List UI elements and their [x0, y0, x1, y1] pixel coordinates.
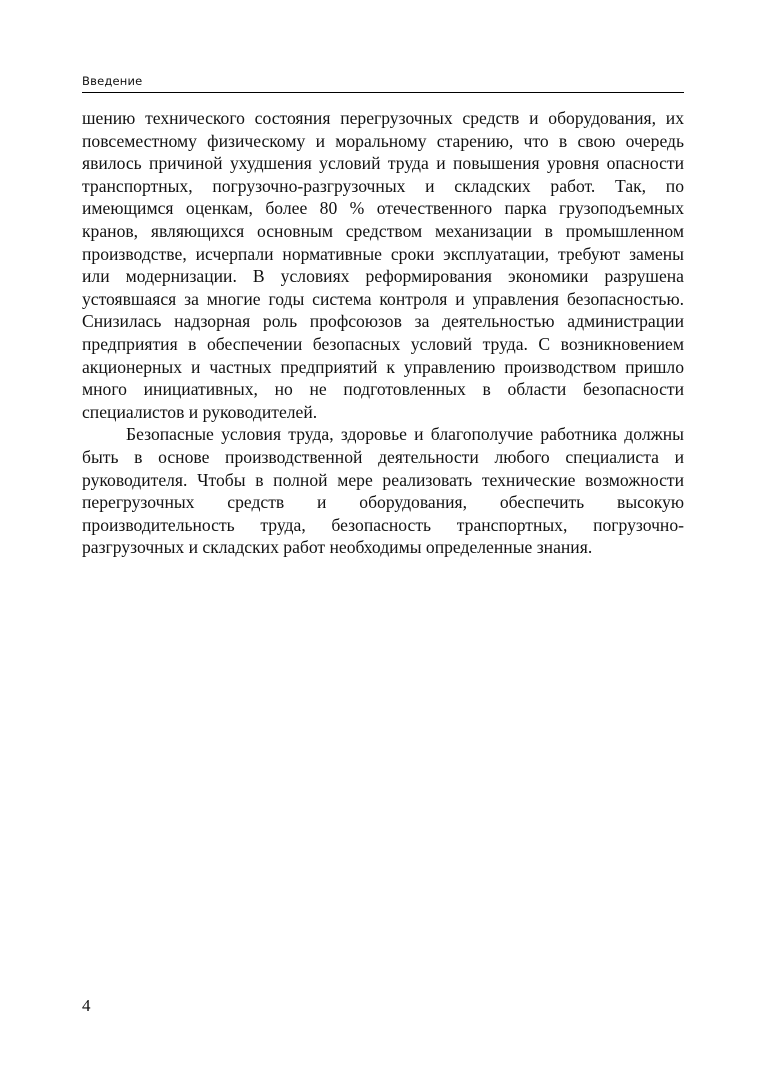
- paragraph-continued: шению технического состояния перегрузочных средств и оборудования, их повсеместному физическому и моральному старению, что в свою очередь явилось причиной ухудшения условий труда и повышения уровня опасности транспортных, погрузочно-разгрузочных и складских работ. Так, по имеющимся оценкам, более 80 % отечественного парка грузоподъемных кранов, являющихся основным средством механизации в промышленном производстве, исчерпали нормативные сроки эксплуатации, требуют замены или модернизации. В условиях реформирования экономики разрушена устоявшаяся за многие годы система контроля и управления безопасностью. Снизилась надзорная роль профсоюзов за деятельностью администрации предприятия в обеспечении безопасных условий труда. С возникновением акционерных и частных предприятий к управлению производством пришло много инициативных, но не подготовленных в области безопасности специалистов и руководителей.: [82, 108, 684, 422]
- running-header: [82, 72, 684, 93]
- body-text: [82, 107, 684, 559]
- paragraph: Безопасные условия труда, здоровье и благополучие работника должны быть в основе производственной деятельности любого специалиста и руководителя. Чтобы в полной мере реализовать технические возможности перегрузочных средств и оборудования, обеспечить высокую производительность труда, безопасность транспортных, погрузочно-разгрузочных и складских работ необходимы определенные знания.: [82, 424, 684, 558]
- section-title: Введение: [82, 74, 143, 88]
- page-number: 4: [82, 996, 91, 1015]
